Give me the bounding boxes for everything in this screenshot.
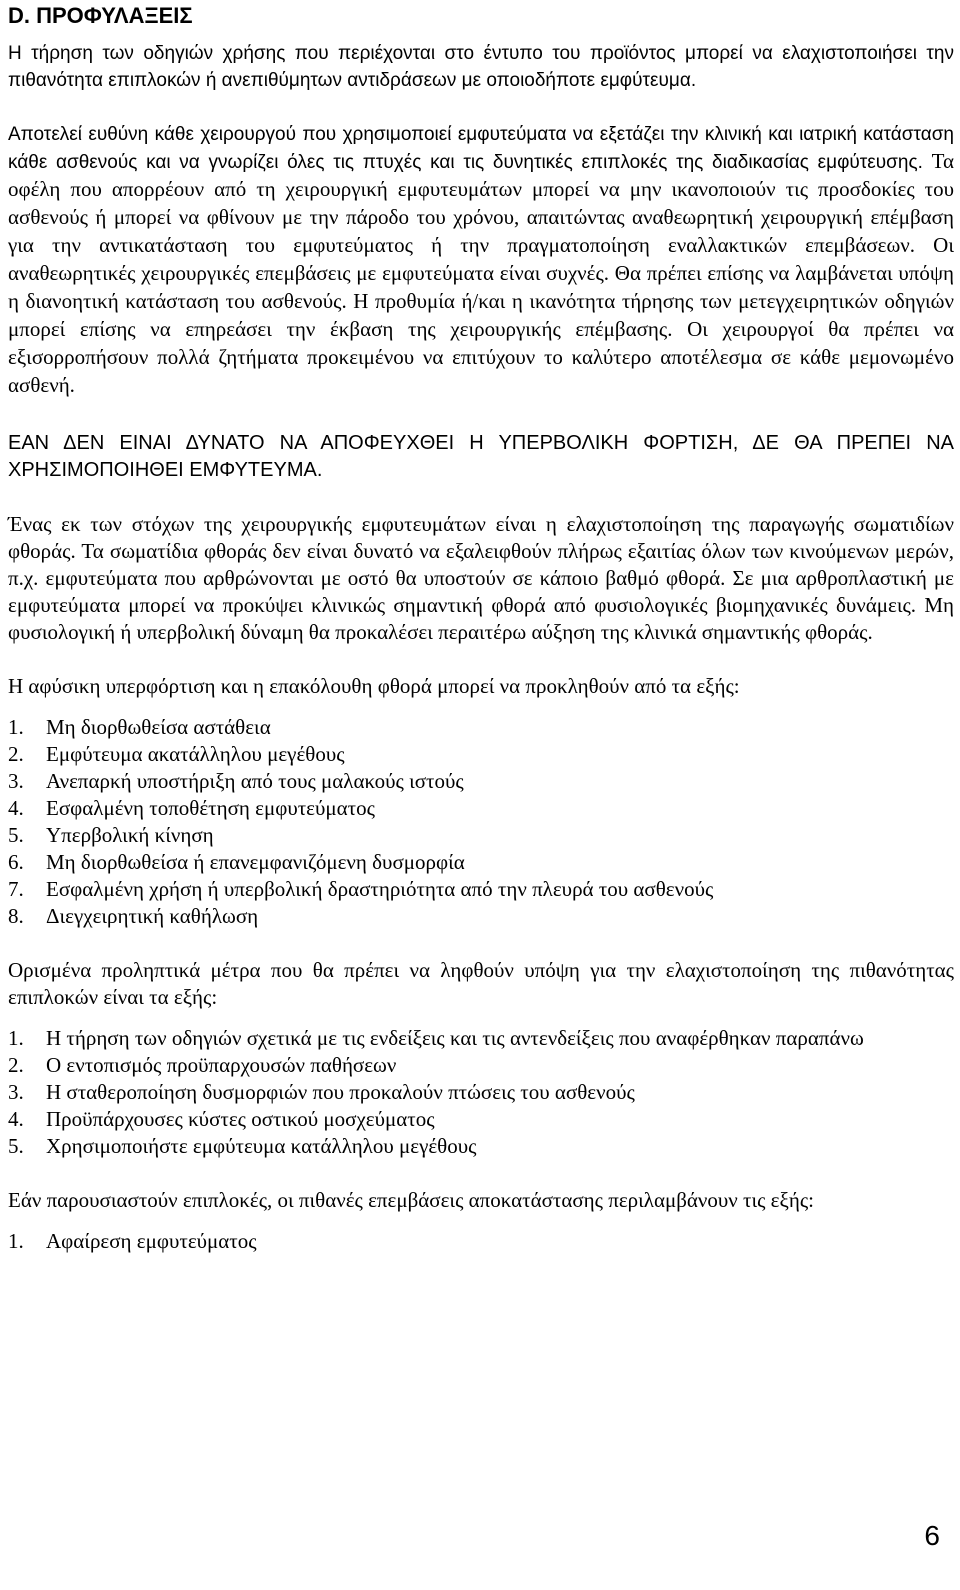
section-heading: D. ΠΡΟΦΥΛΑΞΕΙΣ <box>8 3 193 28</box>
warning-paragraph: ΕΑΝ ΔΕΝ ΕΙΝΑΙ ΔΥΝΑΤΟ ΝΑ ΑΠΟΦΕΥΧΘΕΙ Η ΥΠΕΡΒΟΛΙΚΗ ΦΟΡΤΙΣΗ, ΔΕ ΘΑ ΠΡΕΠΕΙ ΝΑ ΧΡΗΣΙΜΟΠΟΙΗΘΕΙ ΕΜΦΥΤΕΥΜΑ. <box>8 432 954 481</box>
list-item: 3. Ανεπαρκή υποστήριξη από τους μαλακούς ιστούς <box>8 769 464 793</box>
preventive-intro-paragraph: Ορισμένα προληπτικά μέτρα που θα πρέπει να ληφθούν υπόψη για την ελαχιστοποίηση της πιθανότητας επιπλοκών είναι τα εξής: <box>8 958 954 1009</box>
revision-intro-paragraph: Εάν παρουσιαστούν επιπλοκές, οι πιθανές επεμβάσεις αποκατάστασης περιλαμβάνουν τις εξής: <box>8 1188 814 1212</box>
wear-paragraph: Ένας εκ των στόχων της χειρουργικής εμφυτευμάτων είναι η ελαχιστοποίηση της παραγωγής σωματιδίων φθοράς. Τα σωματίδια φθοράς δεν είναι δυνατό να εξαλειφθούν πλήρως εξαιτίας όλων των κινούμενων μερών, π.χ. εμφυτεύματα που αρθρώνονται με οστό θα υποστούν σε κάποιο βαθμό φθορά. Σε μια αρθροπλαστική με εμφυτεύματα μπορεί να προκύψει κλινικώς σημαντική φθορά από φυσιολογικές βιομηχανικές δυνάμεις. Μη φυσιολογική ή υπερβολική δύναμη θα προκαλέσει περαιτέρω αύξηση της κλινικά σημαντικής φθοράς. <box>8 512 954 644</box>
list-item: 6. Μη διορθωθείσα ή επανεμφανιζόμενη δυσμορφία <box>8 850 465 874</box>
list-item: 4. Εσφαλμένη τοποθέτηση εμφυτεύματος <box>8 796 375 820</box>
preventive-measures-list <box>8 1025 954 1160</box>
responsibility-text-sans: Αποτελεί ευθύνη κάθε χειρουργού που χρησιμοποιεί εμφυτεύματα να εξετάζει την κλινική και ιατρική κατάσταση κάθε ασθενούς και να γνωρίζει όλες τις πτυχές και τις δυνητικές επιπλοκές της διαδικασίας εμφύτευσης. <box>8 124 954 173</box>
document-page <box>8 0 954 1255</box>
responsibility-text-serif: Τα οφέλη που απορρέουν από τη χειρουργική εμφυτευμάτων μπορεί να μην ικανοποιούν τις προσδοκίες του ασθενούς ή μπορεί να φθίνουν με την πάροδο του χρόνου, απαιτώντας αναθεωρητική χειρουργική επέμβαση για την αντικατάσταση του εμφυτεύματος ή την πραγματοποίηση εναλλακτικών επεμβάσεων. Οι αναθεωρητικές χειρουργικές επεμβάσεις με εμφυτεύματα είναι συχνές. Θα πρέπει επίσης να λαμβάνεται υπόψη η διανοητική κατάσταση του ασθενούς. Η προθυμία ή/και η ικανότητα τήρησης των μετεγχειρητικών οδηγιών μπορεί επίσης να επηρεάσει την έκβαση της χειρουργικής επέμβασης. Οι χειρουργοί θα πρέπει να εξισορροπήσουν πολλά ζητήματα προκειμένου να επιτύχουν το καλύτερο αποτέλεσμα σε κάθε μεμονωμένο ασθενή. <box>8 149 955 397</box>
overload-causes-list <box>8 714 954 930</box>
list-item: 7. Εσφαλμένη χρήση ή υπερβολική δραστηριότητα από την πλευρά του ασθενούς <box>8 877 714 901</box>
intro-paragraph: Η τήρηση των οδηγιών χρήσης που περιέχονται στο έντυπο του προϊόντος μπορεί να ελαχιστοποιήσει την πιθανότητα επιπλοκών ή ανεπιθύμητων αντιδράσεων με οποιοδήποτε εμφύτευμα. <box>8 43 954 91</box>
list-item: 1. Αφαίρεση εμφυτεύματος <box>8 1229 257 1253</box>
responsibility-paragraph <box>8 121 954 400</box>
revision-procedures-list <box>8 1228 954 1255</box>
page-number: 6 <box>924 1520 940 1551</box>
list-item: 3. Η σταθεροποίηση δυσμορφιών που προκαλούν πτώσεις του ασθενούς <box>8 1080 635 1104</box>
list-item: 1. Μη διορθωθείσα αστάθεια <box>8 715 271 739</box>
list-item: 5. Χρησιμοποιήστε εμφύτευμα κατάλληλου μεγέθους <box>8 1134 477 1158</box>
list-item: 5. Υπερβολική κίνηση <box>8 823 214 847</box>
list-item: 2. Εμφύτευμα ακατάλληλου μεγέθους <box>8 742 345 766</box>
list-item: 8. Διεγχειρητική καθήλωση <box>8 904 259 928</box>
list-item: 2. Ο εντοπισμός προϋπαρχουσών παθήσεων <box>8 1053 397 1077</box>
overload-intro-paragraph: Η αφύσικη υπερφόρτιση και η επακόλουθη φθορά μπορεί να προκληθούν από τα εξής: <box>8 674 740 698</box>
list-item: 4. Προϋπάρχουσες κύστες οστικού μοσχεύματος <box>8 1107 435 1131</box>
list-item: 1. Η τήρηση των οδηγιών σχετικά με τις ενδείξεις και τις αντενδείξεις που αναφέρθηκαν παραπάνω <box>8 1026 864 1050</box>
